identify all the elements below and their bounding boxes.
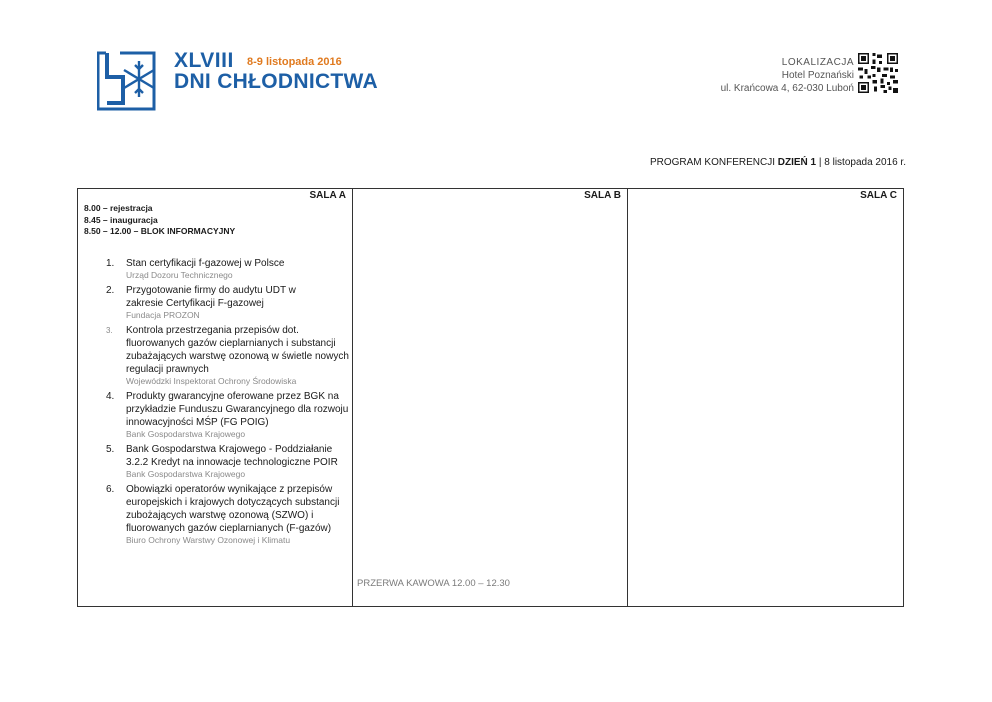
talk-item bbox=[78, 324, 353, 387]
location-title: LOKALIZACJA bbox=[781, 57, 854, 68]
program-day: DZIEŃ 1 bbox=[777, 157, 817, 168]
talk-title: Stan certyfikacji f-gazowej w Polsce bbox=[126, 258, 285, 269]
column-sala-a bbox=[78, 189, 353, 606]
talk-title: Przygotowanie firmy do audytu UDT w zakresie Certyfikacji F-gazowej bbox=[126, 285, 296, 309]
talk-title: Kontrola przestrzegania przepisów dot. fluorowanych gazów cieplarnianych i substancji zubażających warstwę ozonową w świetle nowych regulacji prawnych bbox=[126, 325, 349, 375]
talk-list bbox=[78, 257, 353, 549]
program-prefix: PROGRAM KONFERENCJI bbox=[649, 157, 778, 168]
schedule-table bbox=[77, 188, 904, 607]
column-header-sala-b: SALA B bbox=[584, 190, 621, 201]
column-sala-b bbox=[353, 189, 628, 606]
talk-item bbox=[78, 443, 353, 480]
program-date: | 8 listopada 2016 r. bbox=[816, 157, 906, 168]
location-address: ul. Krańcowa 4, 62-030 Luboń bbox=[720, 83, 854, 94]
talk-item bbox=[78, 483, 353, 546]
talk-item bbox=[78, 390, 353, 440]
talk-number: 5. bbox=[106, 444, 115, 455]
schedule-times bbox=[84, 203, 235, 238]
talk-title: Bank Gospodarstwa Krajowego - Poddziałanie 3.2.2 Kredyt na innowacje technologiczne POIR bbox=[126, 444, 338, 468]
talk-organization: Wojewódzki Inspektorat Ochrony Środowiska bbox=[126, 376, 297, 386]
talk-title: Obowiązki operatorów wynikające z przepisów europejskich i krajowych dotyczących substancji zubożających warstwę ozonową (SZWO) i fluorowanych gazów cieplarnianych (F-gazów) bbox=[126, 484, 340, 534]
qr-code-icon bbox=[858, 53, 898, 93]
location-block bbox=[721, 56, 854, 95]
logo-subtitle: DNI CHŁODNICTWA bbox=[174, 70, 378, 93]
logo-title: XLVIII bbox=[174, 49, 234, 72]
talk-organization: Bank Gospodarstwa Krajowego bbox=[126, 429, 246, 439]
conference-logo bbox=[97, 47, 378, 113]
column-header-sala-a: SALA A bbox=[309, 190, 346, 201]
talk-organization: Biuro Ochrony Warstwy Ozonowej i Klimatu bbox=[126, 535, 291, 545]
location-venue: Hotel Poznański bbox=[781, 70, 854, 81]
talk-item bbox=[78, 284, 353, 321]
talk-organization: Bank Gospodarstwa Krajowego bbox=[126, 469, 246, 479]
talk-organization: Fundacja PROZON bbox=[126, 310, 200, 320]
talk-number: 1. bbox=[106, 258, 115, 269]
coffee-break-label: PRZERWA KAWOWA 12.00 – 12.30 bbox=[357, 578, 510, 589]
column-header-sala-c: SALA C bbox=[860, 190, 897, 201]
program-header bbox=[650, 157, 906, 168]
talk-number: 2. bbox=[106, 285, 115, 296]
schedule-item: 8.45 – inauguracja bbox=[84, 214, 158, 225]
talk-item bbox=[78, 257, 353, 281]
talk-number: 6. bbox=[106, 484, 115, 495]
talk-number: 4. bbox=[106, 391, 115, 402]
talk-title: Produkty gwarancyjne oferowane przez BGK na przykładzie Funduszu Gwarancyjnego dla rozwoju innowacyjności MŚP (FG POIG) bbox=[126, 391, 349, 428]
talk-organization: Urząd Dozoru Technicznego bbox=[126, 270, 233, 280]
snowflake-logo-icon bbox=[97, 47, 159, 113]
talk-number: 3. bbox=[106, 326, 113, 335]
schedule-item: 8.50 – 12.00 – BLOK INFORMACYJNY bbox=[84, 226, 236, 236]
schedule-item: 8.00 – rejestracja bbox=[84, 203, 153, 213]
column-sala-c bbox=[628, 189, 903, 606]
logo-date: 8-9 listopada 2016 bbox=[247, 56, 342, 68]
